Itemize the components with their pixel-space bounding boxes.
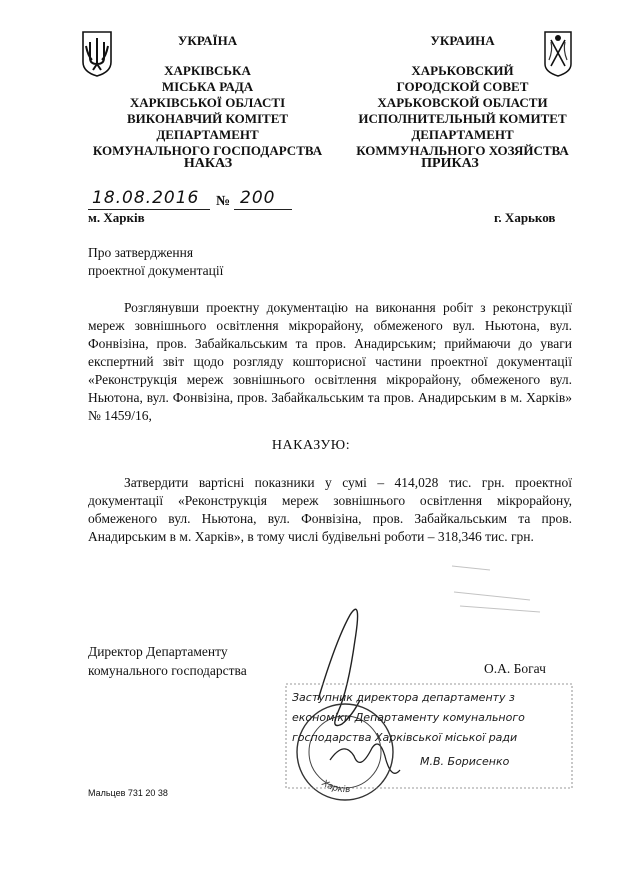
stamp-line: господарства Харківської міської ради <box>292 731 518 744</box>
approval-stamp <box>292 688 525 772</box>
header-line: ДЕПАРТАМЕНТ <box>156 127 259 142</box>
subject-line: Про затвердження <box>88 245 194 260</box>
header-line: МІСЬКА РАДА <box>161 79 254 94</box>
header-line: КОММУНАЛЬНОГО ХОЗЯЙСТВА <box>356 143 569 158</box>
header-line: ВИКОНАВЧИЙ КОМІТЕТ <box>126 111 289 126</box>
document-date: 18.08.2016 <box>92 188 200 208</box>
header-line: ХАРКІВСЬКОЇ ОБЛАСТІ <box>129 95 286 110</box>
header-country-ru: УКРАИНА <box>430 33 495 48</box>
seal-text: Харків <box>319 778 351 796</box>
header-line: ДЕПАРТАМЕНТ <box>411 127 514 142</box>
header-line: КОМУНАЛЬНОГО ГОСПОДАРСТВА <box>92 143 323 158</box>
faint-marks <box>452 566 540 612</box>
body-intro: Розглянувши проектну документацію на виконання робіт з реконструкції мереж зовнішнього освітлення мікрорайону, обмеженого вул. Ньютона, вул. Фонвізіна, пров. Забайкальським та пров. Анадирським; приймаючи до уваги експертний звіт щодо розгляду кошторисної частини проектної документації «Реконструкція мереж зовнішнього освітлення мікрорайону, обмеженого вул. Ньютона, вул. Фонвізіна, пров. Забайкальським та пров. Анадирським в м. Харків» № 1459/16, <box>88 300 572 423</box>
city-ua: м. Харків <box>88 210 145 225</box>
subject-line: проектної документації <box>88 263 224 278</box>
signature-name: О.А. Богач <box>484 661 546 676</box>
city-ru: г. Харьков <box>494 210 556 225</box>
header-line: ХАРКІВСЬКА <box>164 63 251 78</box>
executor-footer: Мальцев 731 20 38 <box>88 788 168 798</box>
stamp-line: Заступник директора департаменту з <box>292 691 515 704</box>
signature-title-line: комунального господарства <box>88 663 247 678</box>
order-word: НАКАЗУЮ: <box>271 438 351 453</box>
doc-type-ua: НАКАЗ <box>183 156 233 171</box>
stamp-line: економіки Департаменту комунального <box>292 711 525 724</box>
stamp-signer: М.В. Борисенко <box>420 755 510 768</box>
signature-title-line: Директор Департаменту <box>88 644 228 659</box>
header-line: ХАРЬКОВСКОЙ ОБЛАСТИ <box>377 95 548 110</box>
document-number: 200 <box>240 188 276 208</box>
number-sign: № <box>216 194 231 209</box>
header-line: ХАРЬКОВСКИЙ <box>411 63 514 78</box>
header-country-ua: УКРАЇНА <box>177 33 238 48</box>
header-line: ИСПОЛНИТЕЛЬНЫЙ КОМИТЕТ <box>358 111 567 126</box>
header-line: ГОРОДСКОЙ СОВЕТ <box>396 79 529 94</box>
body-order: Затвердити вартісні показники у сумі – 414,028 тис. грн. проектної документації «Реконструкція мереж зовнішнього освітлення мікрорайону, обмеженого вул. Ньютона, вул. Фонвізіна, пров. Забайкальським та пров. Анадирським в м. Харків», в тому числі будівельні роботи – 318,346 тис. грн. <box>88 475 572 544</box>
doc-type-ru: ПРИКАЗ <box>421 156 479 171</box>
